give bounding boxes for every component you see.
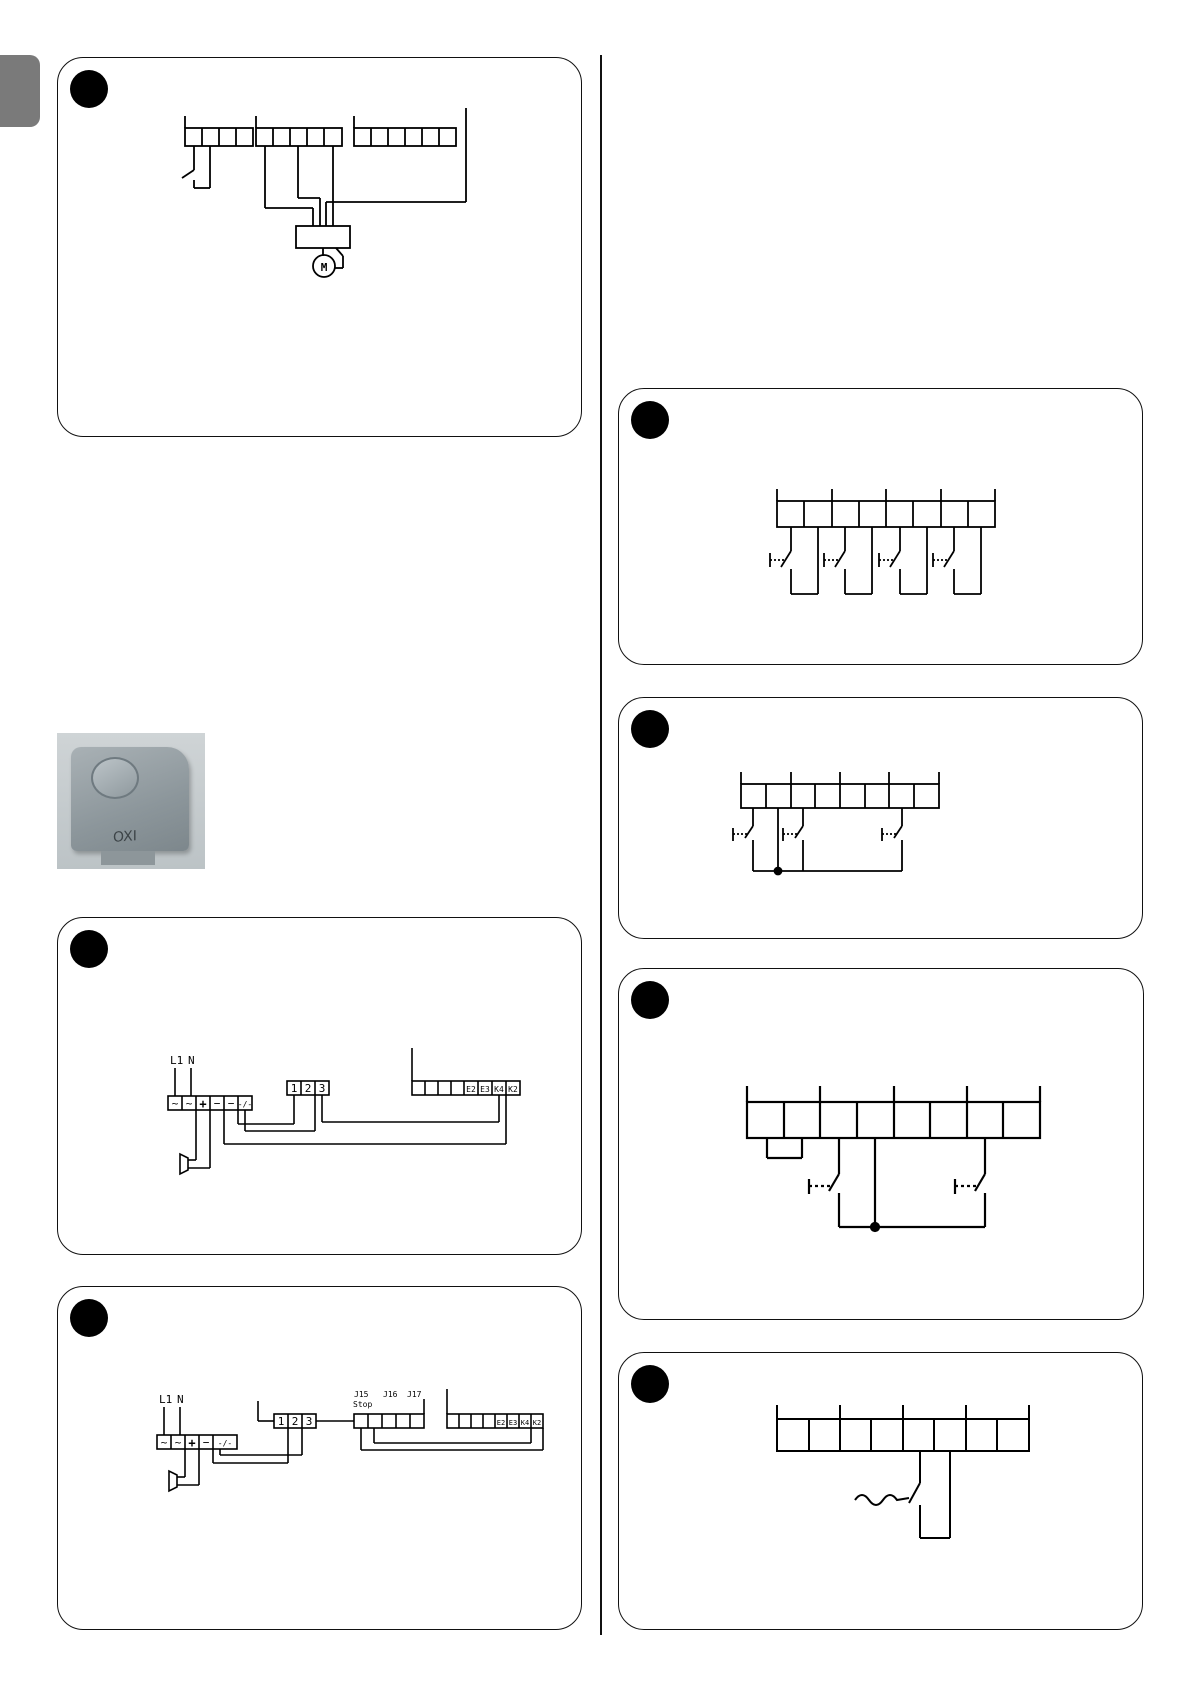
label-L1: L1 <box>159 1393 173 1406</box>
figure-two-pushbuttons <box>618 968 1144 1320</box>
supply-terminal: + <box>199 1097 207 1111</box>
column-divider <box>600 55 602 1635</box>
input-label: J17 <box>407 1390 422 1399</box>
label-N: N <box>188 1054 195 1067</box>
module-terminal: 2 <box>291 1415 299 1428</box>
figure-common-inputs <box>618 697 1143 939</box>
module-terminal: 3 <box>318 1082 326 1095</box>
two-pushbuttons-diagram <box>619 969 1145 1321</box>
module-terminal: 2 <box>304 1082 312 1095</box>
figure-motor-wiring <box>57 57 582 437</box>
power-wiring-1-diagram <box>58 918 583 1256</box>
supply-terminal: -/- <box>217 1439 233 1448</box>
label-N: N <box>177 1393 184 1406</box>
board-terminal: K4 <box>520 1419 530 1427</box>
module-terminal: 1 <box>277 1415 285 1428</box>
module-terminal: 3 <box>305 1415 313 1428</box>
language-tab <box>0 55 40 127</box>
sensor-input-diagram <box>619 1353 1144 1631</box>
receiver-connector <box>101 851 155 865</box>
input-label: J16 <box>383 1390 398 1399</box>
board-terminal: E2 <box>496 1419 506 1427</box>
stop-label: Stop <box>353 1400 373 1409</box>
module-terminal: 1 <box>290 1082 298 1095</box>
motor-symbol: M <box>320 261 328 274</box>
input-label: J15 <box>354 1390 369 1399</box>
board-terminal: E2 <box>466 1085 476 1094</box>
receiver-label: OXI <box>113 828 137 846</box>
board-terminal: K4 <box>494 1085 504 1094</box>
figure-power-wiring-1 <box>57 917 582 1255</box>
board-terminal: K2 <box>532 1419 542 1427</box>
label-L1: L1 <box>170 1054 184 1067</box>
four-inputs-diagram <box>619 389 1144 666</box>
common-inputs-diagram <box>619 698 1144 940</box>
supply-terminal: − <box>227 1097 235 1110</box>
board-terminal: E3 <box>508 1419 518 1427</box>
power-wiring-2-diagram <box>58 1287 583 1631</box>
receiver-photo <box>57 733 205 869</box>
board-terminal: K2 <box>508 1085 518 1094</box>
supply-terminal: − <box>202 1436 210 1449</box>
supply-terminal: ~ <box>160 1436 168 1449</box>
supply-terminal: -/- <box>237 1100 253 1109</box>
supply-terminal: ~ <box>174 1436 182 1449</box>
motor-wiring-diagram <box>58 58 583 438</box>
supply-terminal: − <box>213 1097 221 1110</box>
board-terminal: E3 <box>480 1085 490 1094</box>
figure-four-inputs <box>618 388 1143 665</box>
supply-terminal: + <box>188 1436 196 1450</box>
receiver-button <box>91 757 139 799</box>
supply-terminal: ~ <box>185 1097 193 1110</box>
figure-power-wiring-2 <box>57 1286 582 1630</box>
figure-sensor-input <box>618 1352 1143 1630</box>
supply-terminal: ~ <box>171 1097 179 1110</box>
